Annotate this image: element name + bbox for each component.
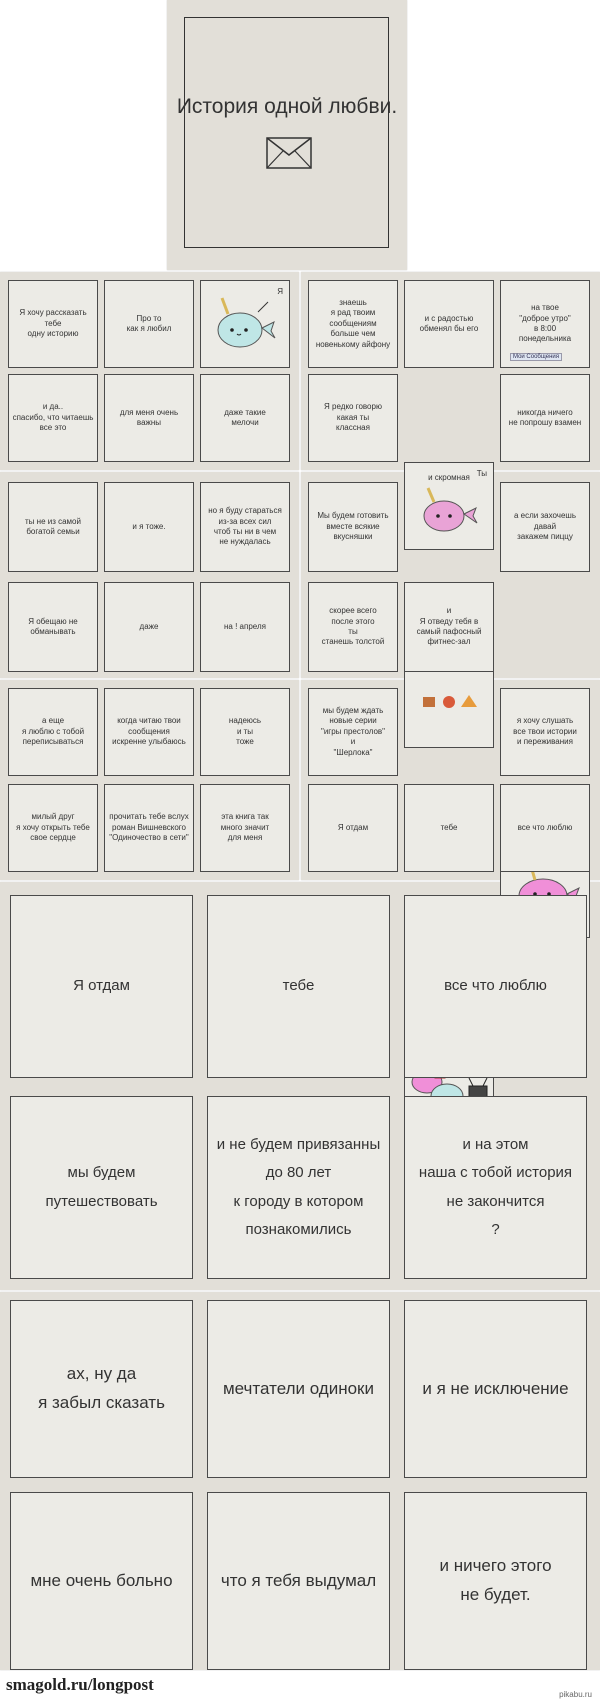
panel-6-cell-1: мы будем ждать новые серии "игры престолов" и "Шерлока" (308, 688, 398, 776)
panel-1-cell-5: для меня очень важны (104, 374, 194, 462)
panel-2-cell-3: на твое "доброе утро" в 8:00 понедельника (500, 280, 590, 368)
cell-label: Ты (476, 469, 487, 478)
panel-4-cell-5: и Я отведу тебя в самый пафосный фитнес-зал (404, 582, 494, 672)
panel-3-cell-2: и я тоже. (104, 482, 194, 572)
panel-4-cell-3: а если захочешь давай закажем пиццу (500, 482, 590, 572)
panel-5-cell-1: а еще я люблю с тобой переписываться (8, 688, 98, 776)
panel-5-cell-6: эта книга так много значит для меня (200, 784, 290, 872)
panel-3-cell-5: даже (104, 582, 194, 672)
food-icon (419, 691, 479, 711)
panel-8-cell-1: ах, ну да я забыл сказать (10, 1300, 193, 1478)
envelope-icon (266, 137, 312, 169)
panel-5-cell-2: когда читаю твои сообщения искренне улыбаюсь (104, 688, 194, 776)
cell-label: Я (277, 287, 283, 296)
panel-2-cell-6: никогда ничего не попрошу взамен (500, 374, 590, 462)
panel-7-cell-1: Я отдам (10, 895, 193, 1078)
footer-link[interactable]: smagold.ru/longpost (6, 1675, 154, 1694)
panel-1-cell-4: и да.. спасибо, что читаешь все это (8, 374, 98, 462)
panel-2-cell-4: Я редко говорю какая ты классная (308, 374, 398, 462)
panel-7-cell-4: мы будем путешествовать (10, 1096, 193, 1279)
panel-2-cell-5 (404, 462, 494, 550)
narwhal-pink-icon (416, 484, 482, 536)
panel-8-cell-5: что я тебя выдумал (207, 1492, 390, 1670)
panel-6-cell-4: Я отдам (308, 784, 398, 872)
panel-3-cell-4: Я обещаю не обманывать (8, 582, 98, 672)
panel-4-cell-4: скорее всего после этого ты станешь толстой (308, 582, 398, 672)
panel-3-cell-6: на ! апреля (200, 582, 290, 672)
cell-illustration (210, 292, 280, 355)
panel-1-cell-3 (200, 280, 290, 368)
panel-2-cell-2: и с радостью обменял бы его (404, 280, 494, 368)
panel-1-cell-2: Про то как я любил (104, 280, 194, 368)
panel-3-cell-1: ты не из самой богатой семьи (8, 482, 98, 572)
story-title: История одной любви. (176, 95, 398, 118)
cell-illustration (419, 691, 479, 714)
panel-1-cell-6: даже такие мелочи (200, 374, 290, 462)
panel-6-cell-3: я хочу слушать все твои истории и переживания (500, 688, 590, 776)
panel-7-cell-3: все что люблю (404, 895, 587, 1078)
panel-7-cell-2: тебе (207, 895, 390, 1078)
panel-8-cell-4: мне очень больно (10, 1492, 193, 1670)
panel-6-cell-6: все что люблю (500, 784, 590, 872)
panel-7-cell-5: и не будем привязанны до 80 лет к городу в котором познакомились (207, 1096, 390, 1279)
panel-4-cell-1: Мы будем готовить вместе всякие вкусняшки (308, 482, 398, 572)
panel-5-cell-5: прочитать тебе вслух роман Вишневского "Одиночество в сети" (104, 784, 194, 872)
panel-6-cell-5: тебе (404, 784, 494, 872)
title-card (167, 0, 407, 270)
panel-5-cell-4: милый друг я хочу открыть тебе свое сердце (8, 784, 98, 872)
watermark: pikabu.ru (559, 1690, 592, 1699)
panel-8-cell-3: и я не исключение (404, 1300, 587, 1478)
narwhal-icon (210, 292, 280, 352)
title-frame (184, 17, 389, 248)
panel-5-cell-3: надеюсь и ты тоже (200, 688, 290, 776)
messages-button[interactable]: Мои Сообщения (510, 353, 562, 361)
panel-7-cell-6: и на этом наша с тобой история не закончится ? (404, 1096, 587, 1279)
panel-3-cell-3: но я буду стараться из-за всех сил чтоб ты ни в чем не нуждалась (200, 482, 290, 572)
panel-2-cell-1: знаешь я рад твоим сообщениям больше чем новенькому айфону (308, 280, 398, 368)
cell-caption: и скромная (428, 473, 470, 483)
panel-8-cell-2: мечтатели одиноки (207, 1300, 390, 1478)
cell-illustration (416, 484, 482, 539)
panel-1-cell-1: Я хочу рассказать тебе одну историю (8, 280, 98, 368)
panel-8-cell-6: и ничего этого не будет. (404, 1492, 587, 1670)
